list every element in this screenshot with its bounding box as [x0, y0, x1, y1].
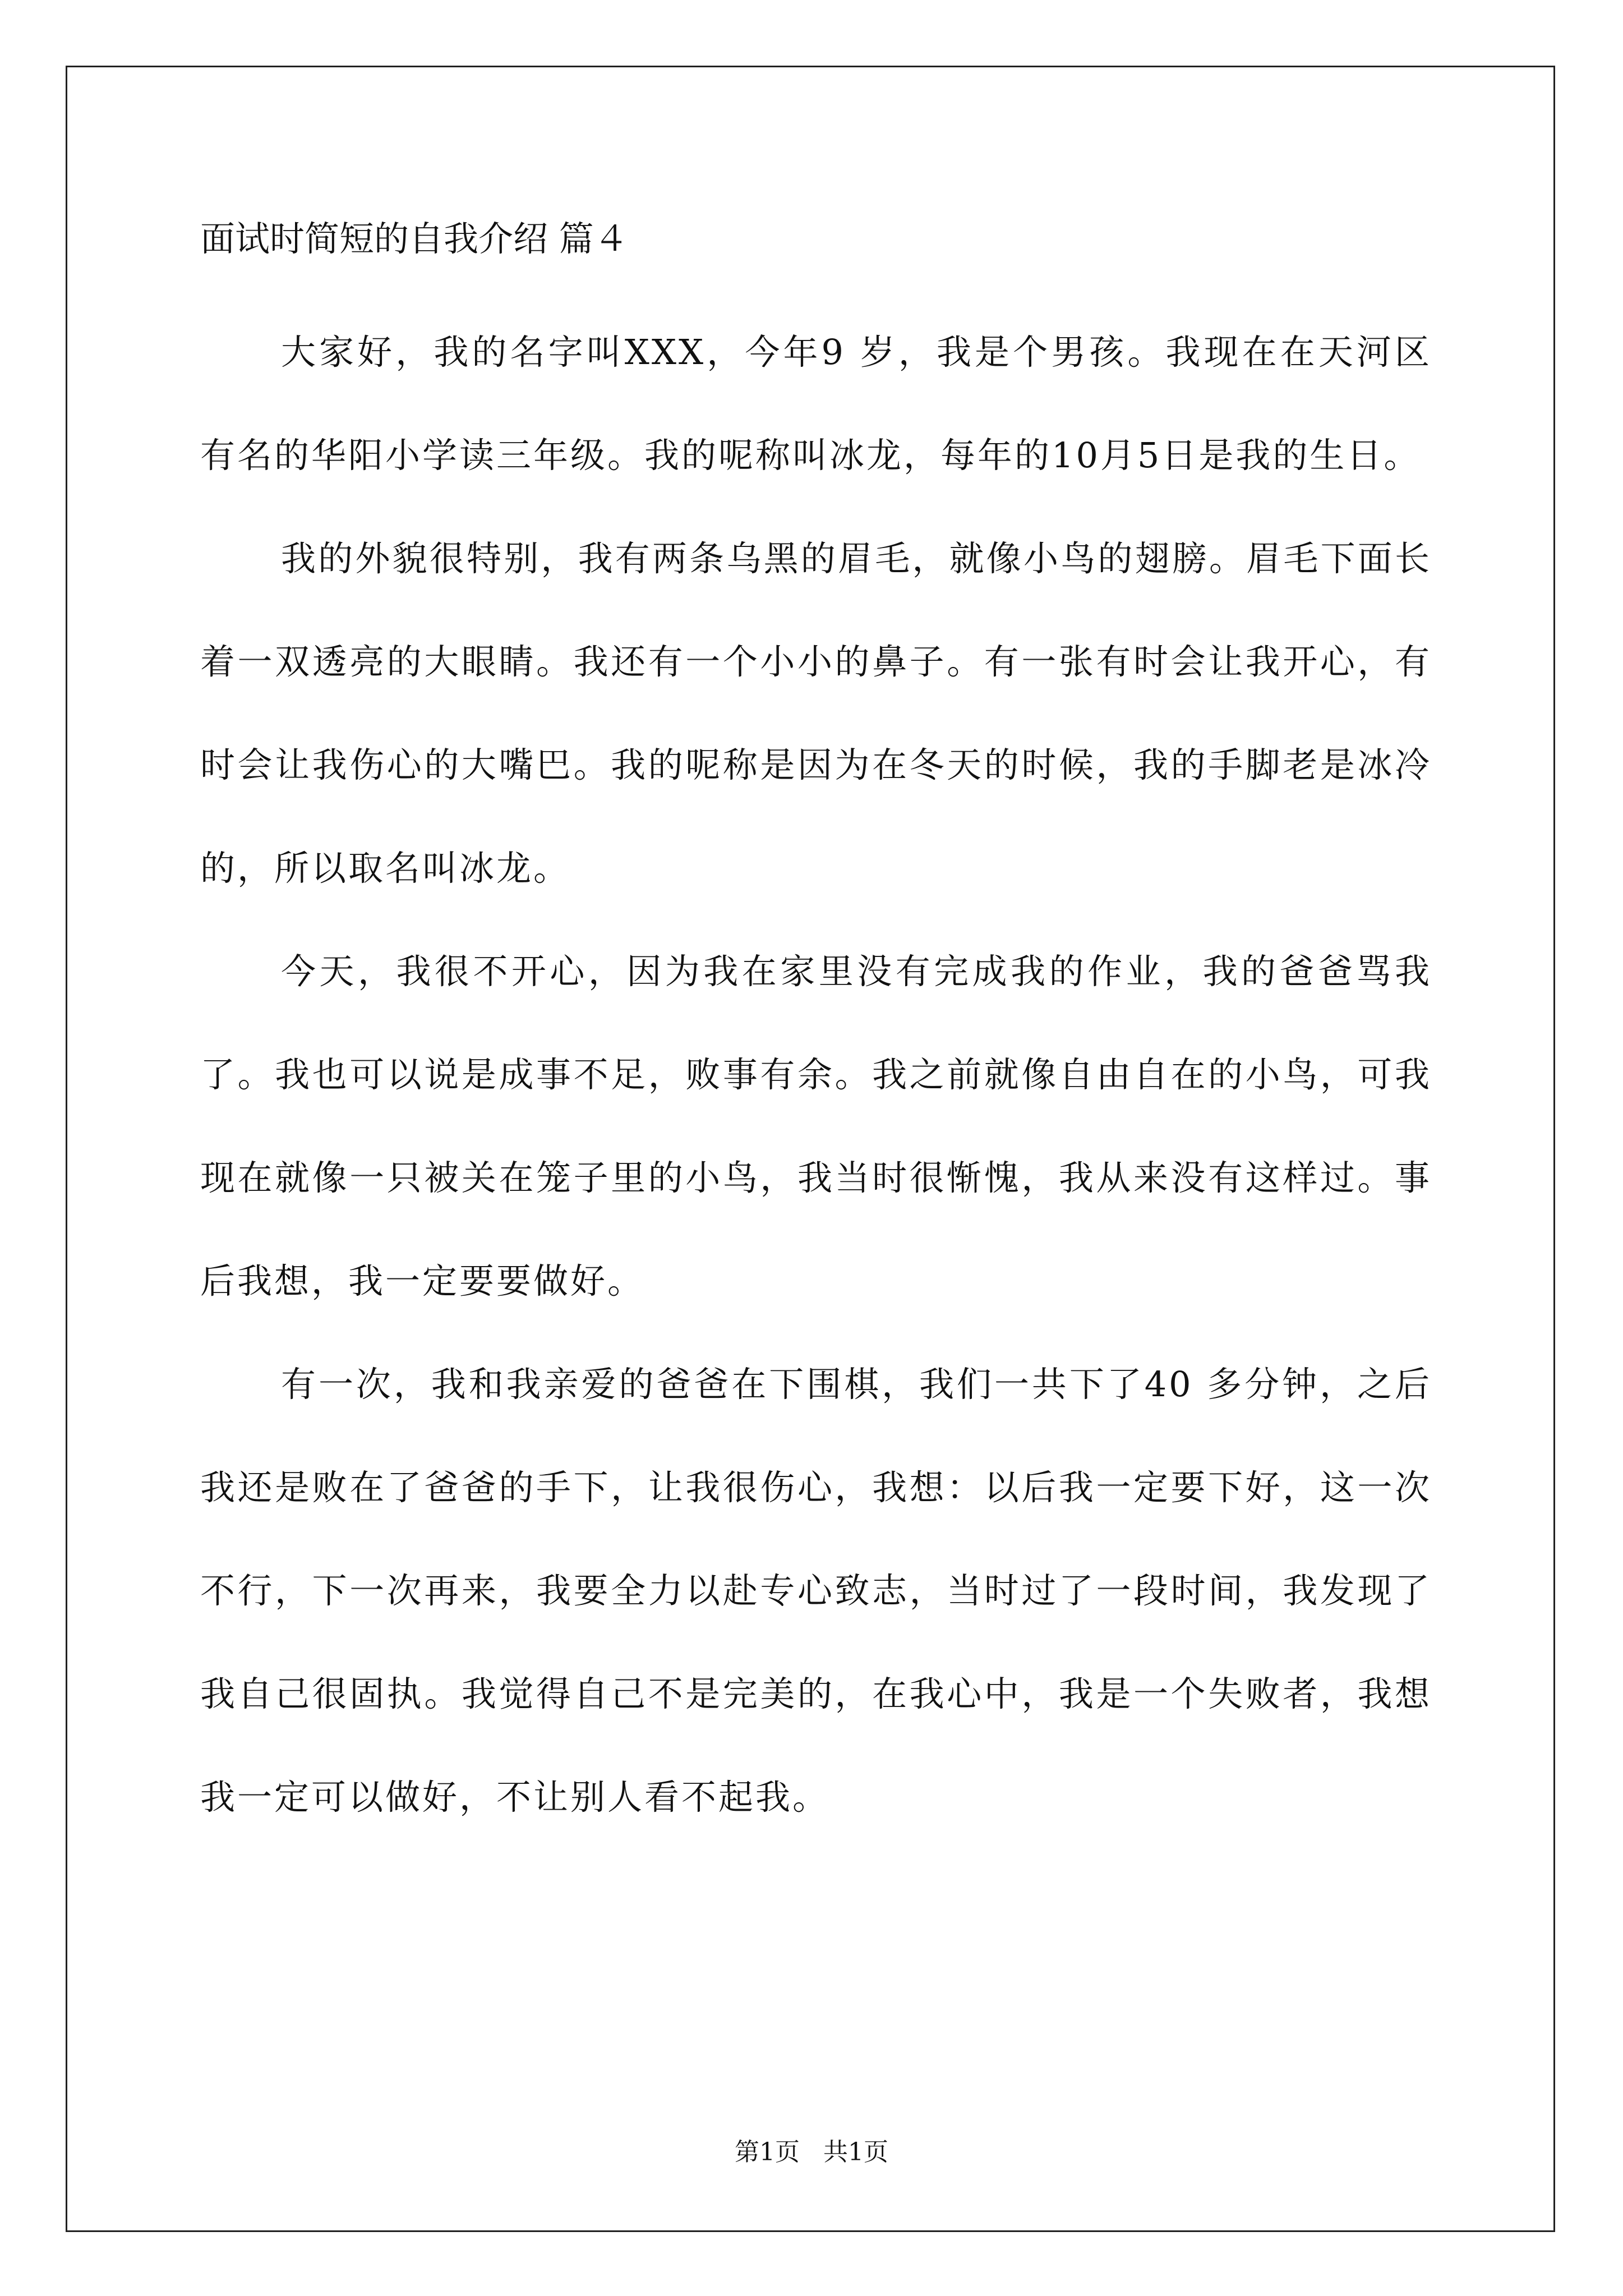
paragraph-4: 有一次，我和我亲爱的爸爸在下围棋，我们一共下了40 多分钟，之后我还是败在了爸爸的手下，让我很伤心，我想：以后我一定要下好，这一次不行，下一次再来，我要全力以赴专心致志，当时过了一段时间，我发现了我自己很固执。我觉得自己不是完美的，在我心中，我是一个失败者，我想我一定可以做好，不让别人看不起我。: [200, 1364, 1432, 1818]
paragraph-1: 大家好，我的名字叫XXX，今年9 岁，我是个男孩。我现在在天河区有名的华阳小学读三年级。我的呢称叫冰龙，每年的10月5日是我的生日。: [200, 332, 1432, 476]
paragraph-2: 我的外貌很特别，我有两条乌黑的眉毛，就像小鸟的翅膀。眉毛下面长着一双透亮的大眼睛。我还有一个小小的鼻子。有一张有时会让我开心，有时会让我伤心的大嘴巴。我的呢称是因为在冬天的时候，我的手脚老是冰冷的，所以取名叫冰龙。: [200, 538, 1432, 889]
page-number: 第1页: [735, 2138, 800, 2166]
page-total: 共1页: [823, 2138, 888, 2166]
document-body: [200, 219, 1432, 1849]
document-title: 面试时简短的自我介绍 篇４: [200, 218, 629, 259]
paragraph-3: 今天，我很不开心，因为我在家里没有完成我的作业，我的爸爸骂我了。我也可以说是成事不足，败事有余。我之前就像自由自在的小鸟，可我现在就像一只被关在笼子里的小鸟，我当时很惭愧，我从来没有这样过。事后我想，我一定要要做好。: [200, 951, 1432, 1301]
page-footer: [0, 2138, 1623, 2166]
